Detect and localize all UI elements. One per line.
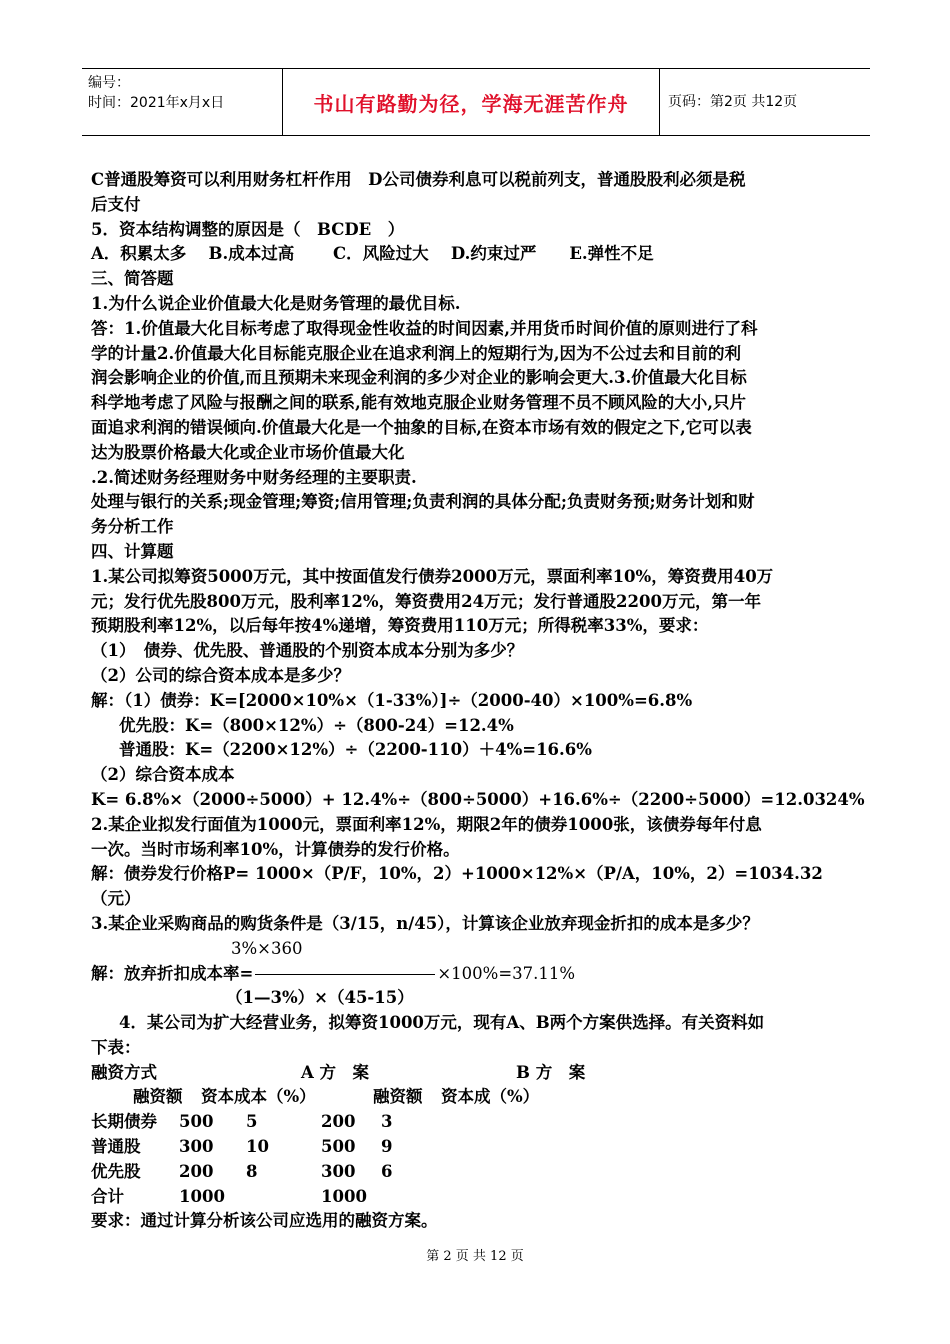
question-4-line-2: 下表： (91, 1037, 141, 1057)
text-line: （2）综合资本成本 (91, 765, 235, 785)
table-cell: 1000 (179, 1186, 225, 1206)
text-line: C普通股筹资可以利用财务杠杆作用 D公司债券利息可以税前列支，普通股股利必须是税 (91, 170, 746, 189)
table-cell: 普通股 (91, 1137, 141, 1157)
table-cell: 1000 (321, 1186, 367, 1206)
text-line: 达为股票价格最大化或企业市场价值最大化 (91, 442, 405, 462)
text-line: A．积累太多 B.成本过高 C．风险过大 D.约束过严 E.弹性不足 (91, 244, 654, 264)
table-row (91, 1160, 866, 1185)
text-line: 解：（1）债券：K=[2000×10%×（1-33%）]÷（2000-40）×100%=6.8% (91, 690, 693, 710)
text-line: 四、计算题 (91, 541, 174, 561)
table-cell: 500 (321, 1137, 356, 1157)
table-header-2 (91, 1085, 866, 1110)
question-4-line-1: 4．某公司为扩大经营业务，拟筹资1000万元，现有A、B两个方案供选择。有关资料如 (119, 1013, 765, 1033)
text-line: 答：1.价值最大化目标考虑了取得现金性收益的时间因素,并用货币时间价值的原则进行了科 (91, 318, 758, 338)
text-line: 预期股利率12%，以后每年按4%递增，筹资费用110万元；所得税率33%，要求： (91, 616, 709, 636)
indented-answers (91, 714, 866, 764)
table-header-cell: 融资方式 (91, 1062, 157, 1082)
text-line: 1.为什么说企业价值最大化是财务管理的最优目标. (91, 293, 461, 313)
table-cell: 长期债券 (91, 1112, 157, 1132)
text-line: 科学地考虑了风险与报酬之间的联系,能有效地克服企业财务管理不员不顾风险的大小,只片 (91, 393, 746, 413)
text-line: （1） 债券、优先股、普通股的个别资本成本分别为多少？ (91, 641, 524, 661)
table-row (91, 1185, 866, 1210)
text-line: （元） (91, 889, 141, 909)
header-motto: 书山有路勤为径，学海无涯苦作舟 (282, 69, 660, 135)
text-line: 解：债券发行价格P= 1000×（P/F，10%，2）+1000×12%×（P/A，10%，2）=1034.32 (91, 864, 823, 884)
table-cell: 9 (381, 1137, 393, 1157)
document-body (91, 168, 866, 1234)
indented-line: 优先股：K=（800×12%）÷（800-24）=12.4% (119, 715, 514, 735)
header-page: 页码：第2页 共12页 (668, 94, 798, 110)
table-cell: 5 (246, 1112, 258, 1132)
table-row (91, 1135, 866, 1160)
table-body (91, 1110, 866, 1209)
table-header-cell: 融资额 (133, 1087, 183, 1107)
text-line: 一次。当时市场利率10%，计算债券的发行价格。 (91, 839, 460, 859)
table-header-cell: 资本成（%） (441, 1087, 540, 1107)
text-line: 处理与银行的关系;现金管理;筹资;信用管理;负责利润的具体分配;负责财务预;财务计划和财 (91, 492, 755, 512)
table-cell: 优先股 (91, 1161, 141, 1181)
text-line: 5．资本结构调整的原因是（ BCDE ） (91, 219, 405, 239)
table-cell: 300 (321, 1161, 356, 1181)
page-header (82, 68, 870, 136)
text-line: 面追求利润的错误倾向.价值最大化是一个抽象的目标,在资本市场有效的假定之下,它可以表 (91, 417, 752, 437)
text-line: 润会影响企业的价值,而且预期未来现金利润的多少对企业的影响会更大.3.价值最大化目标 (91, 368, 747, 388)
text-line: K= 6.8%×（2000÷5000）+ 12.4%÷（800÷5000）+16.6%÷（2200÷5000）=12.0324% (91, 789, 865, 809)
table-cell: 3 (381, 1112, 393, 1132)
fraction-prefix: 解：放弃折扣成本率= (91, 963, 254, 983)
text-line: 后支付 (91, 194, 141, 214)
fraction-suffix: ×100%=37.11% (437, 963, 576, 983)
header-meta (82, 69, 282, 139)
text-line: 务分析工作 (91, 517, 174, 537)
table-header-cell: 资本成本（%） (201, 1087, 316, 1107)
text-line: 三、简答题 (91, 269, 174, 289)
financing-table (91, 1061, 866, 1210)
table-cell: 300 (179, 1137, 214, 1157)
table-row (91, 1110, 866, 1135)
table-cell: 6 (381, 1161, 393, 1181)
indented-line: 普通股：K=（2200×12%）÷（2200-110）＋4%=16.6% (119, 740, 592, 760)
requirement: 要求：通过计算分析该公司应选用的融资方案。 (91, 1211, 438, 1231)
table-cell: 200 (179, 1161, 214, 1181)
fraction-bar (255, 974, 435, 975)
table-header-cell: A 方 案 (301, 1062, 370, 1082)
table-header-cell: 融资额 (373, 1087, 423, 1107)
table-cell: 8 (246, 1161, 258, 1181)
fraction-numerator: 3%×360 (231, 938, 303, 958)
text-block-2 (91, 763, 866, 937)
table-cell: 10 (246, 1137, 269, 1157)
header-date: 时间：2021年x月x日 (88, 95, 225, 111)
header-number: 编号： (88, 75, 130, 91)
fraction-denominator: （1—3%）×（45-15） (226, 988, 414, 1008)
table-header-1 (91, 1061, 866, 1086)
page-footer: 第 2 页 共 12 页 (426, 1249, 524, 1264)
text-line: （2）公司的综合资本成本是多少？ (91, 665, 350, 685)
table-cell: 500 (179, 1112, 214, 1132)
table-header-cell: B 方 案 (516, 1062, 586, 1082)
text-line: 学的计量2.价值最大化目标能克服企业在追求利润上的短期行为,因为不公过去和目前的利 (91, 343, 741, 363)
table-cell: 200 (321, 1112, 356, 1132)
text-line: 2.某企业拟发行面值为1000元，票面利率12%，期限2年的债券1000张，该债券每年付息 (91, 814, 762, 834)
fraction-row (91, 962, 866, 987)
text-line: .2.简述财务经理财务中财务经理的主要职责. (91, 467, 417, 487)
text-block-1 (91, 168, 866, 714)
text-line: 元；发行优先股800万元，股利率12%，筹资费用24万元；发行普通股2200万元，第一年 (91, 591, 761, 611)
table-cell: 合计 (91, 1186, 124, 1206)
text-line: 1.某公司拟筹资5000万元，其中按面值发行债券2000万元，票面利率10%，筹资费用40万 (91, 566, 774, 586)
text-line: 3.某企业采购商品的购货条件是（3/15，n/45），计算该企业放弃现金折扣的成本是多少？ (91, 913, 759, 933)
